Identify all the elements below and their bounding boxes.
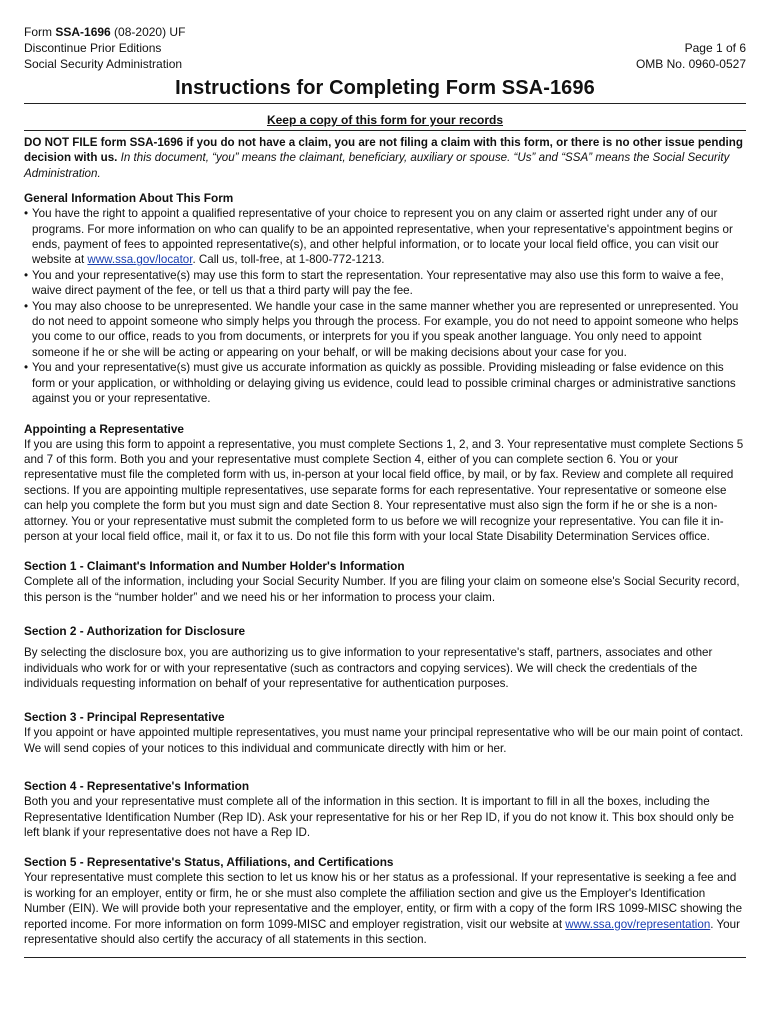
form-edition: (08-2020) UF bbox=[110, 25, 186, 39]
form-header-right bbox=[636, 40, 746, 72]
appointing-heading: Appointing a Representative bbox=[24, 421, 184, 436]
document-page bbox=[24, 24, 746, 958]
ssa-representation-link[interactable]: www.ssa.gov/representation bbox=[565, 917, 711, 931]
section1-body: Complete all of the information, including your Social Security Number. If you are filing your claim on someone else's Social Security record, this person is the “number holder” and we need his or her information to process your claim. bbox=[24, 575, 740, 604]
section4-body: Both you and your representative must complete all of the information in this section. It is important to fill in all the boxes, including the Representative Identification Number (Rep ID). Ask your representative for his or her Rep ID, if you do not know it. This box should only be left blank if your representative does not have a Rep ID. bbox=[24, 795, 734, 839]
ssa-locator-link[interactable]: www.ssa.gov/locator bbox=[87, 253, 193, 267]
section1-heading: Section 1 - Claimant's Information and Number Holder's Information bbox=[24, 559, 405, 574]
list-item: • You may also choose to be unrepresented. We handle your case in the same manner whether you are represented or unrepresented. You do not need to appoint someone who simply helps you through the process. For example, you do not need to appoint someone who helps you come to our office, reads to you from documents, or interprets for you if you speak another language. You only need to appoint someone if he or she will be acting or appearing on your behalf, or will be making decisions about your case for you. bbox=[24, 299, 746, 361]
do-not-file-notice bbox=[24, 135, 746, 181]
form-prefix: Form bbox=[24, 25, 56, 39]
section3-heading: Section 3 - Principal Representative bbox=[24, 710, 225, 725]
general-info-heading: General Information About This Form bbox=[24, 191, 234, 206]
omb-number: OMB No. 0960-0527 bbox=[635, 57, 746, 71]
form-id: SSA-1696 bbox=[55, 25, 111, 39]
section5-heading: Section 5 - Representative's Status, Affiliations, and Certifications bbox=[24, 855, 394, 870]
form-header bbox=[24, 24, 746, 72]
bottom-divider bbox=[24, 957, 746, 958]
general-info-list bbox=[24, 206, 746, 406]
notice-italic-text: In this document, “you” means the claimant, beneficiary, auxiliary or spouse. “Us” and “SSA” means the Social Security Administration. bbox=[24, 151, 730, 180]
form-header-left bbox=[24, 24, 185, 72]
section3-body: If you appoint or have appointed multiple representatives, you must name your principal representative who will be our main point of contact. We will send copies of your notices to this individual and communicate directly with him or her. bbox=[24, 726, 744, 755]
section2-body: By selecting the disclosure box, you are authorizing us to give information to your representative's staff, partners, associates and other individuals who work for or with your representative (such as contractors and copying services). We will check the credentials of the individuals requesting information on behalf of your representative for authentication purposes. bbox=[24, 646, 713, 690]
list-item: • You and your representative(s) may use this form to start the representation. Your representative may also use this form to waive a fee, waive direct payment of the fee, or tell us that a third party will pay the fee. bbox=[24, 268, 746, 299]
page-title: Instructions for Completing Form SSA-1696 bbox=[24, 77, 746, 104]
page-number: Page 1 of 6 bbox=[684, 41, 746, 55]
discontinue-note: Discontinue Prior Editions bbox=[24, 41, 162, 55]
list-item: • You have the right to appoint a qualified representative of your choice to represent you on any claim or asserted right under any of our programs. For more information on who can qualify to be an appointed representative, when your representative's appointment begins or ends, payment of fees to appointed representative(s), and other helpful information, or to locate your local field office, you can visit our website at www.ssa.gov/locator. Call us, toll-free, at 1-800-772-1213. bbox=[24, 206, 746, 268]
section5-body: Your representative must complete this section to let us know his or her status as a professional. If your representative is seeking a fee and is working for an employer, entity or firm, he or she must also complete the affiliation section and give us the Employer's Identification Number (EIN). We will provide both your representative and the employer, entity, or firm with a copy of the form IRS 1099-MISC showing the reported income. For more information on form 1099-MISC and employer registration, visit our website at www.ssa.gov/representation. Your representative should also certify the accuracy of all statements in this section. bbox=[24, 871, 743, 947]
appointing-body: If you are using this form to appoint a representative, you must complete Sections 1, 2, and 3. Your representative must complete Sections 5 and 7 of this form. Both you and your representative must complete Section 4, either of you can complete section 6. You or your representative must file the completed form with us, in-person at your local field office, by mail, or by fax. Review and complete all required sections. If you are appointing multiple representatives, use separate forms for each representative. Your representative or someone else can help you complete the form but you must sign and date Section 8. Your representative must also sign the form if he or she is a non-attorney. You or your representative must submit the completed form to us before we will recognize your representative. You can file it in-person at your local field office, mail it, or fax it to us. Do not file this form with your local State Disability Determination Services office. bbox=[24, 437, 744, 543]
section2-heading: Section 2 - Authorization for Disclosure bbox=[24, 624, 246, 639]
list-item: • You and your representative(s) must give us accurate information as quickly as possible. Providing misleading or false evidence on this form or your application, or withholding or delaying giving us evidence, could lead to possible criminal charges or administrative sanctions against you or your representative. bbox=[24, 360, 746, 406]
keep-copy-note: Keep a copy of this form for your records bbox=[24, 113, 746, 131]
section4-heading: Section 4 - Representative's Information bbox=[24, 779, 250, 794]
notice-bold-text: DO NOT FILE form SSA-1696 if you do not have a claim, you are not filing a claim with this form, or there is no other issue pending decision with us. bbox=[24, 136, 743, 165]
agency-name: Social Security Administration bbox=[24, 57, 183, 71]
form-identifier bbox=[24, 24, 185, 40]
